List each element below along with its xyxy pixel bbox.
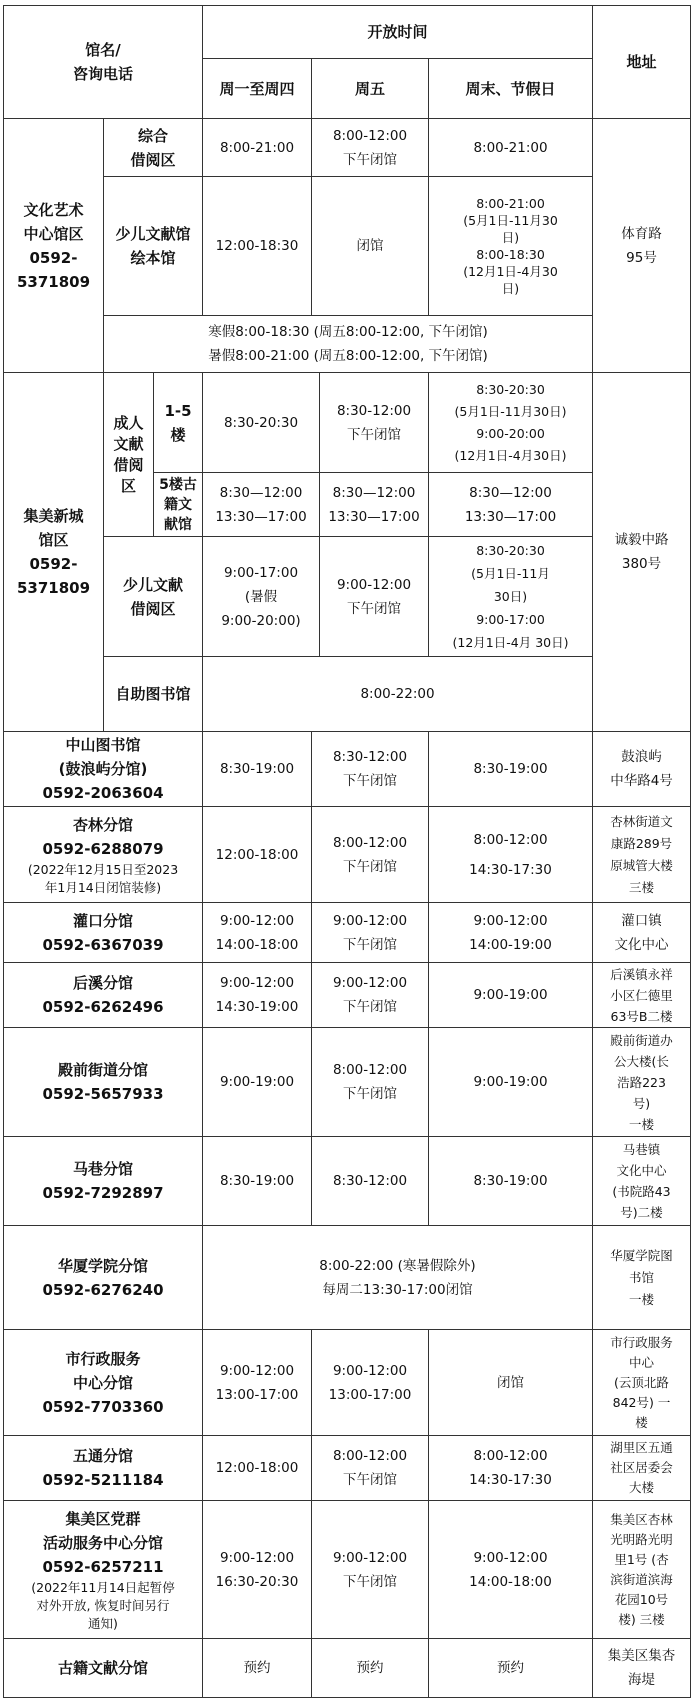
branch-2-address: 灌口镇 文化中心 — [592, 902, 691, 963]
branch-1-mon-thu: 12:00-18:00 — [202, 806, 312, 903]
jimei-children-mon-thu: 9:00-17:00 (暑假 9:00-20:00) — [202, 536, 320, 657]
branch-10-mon-thu: 预约 — [202, 1638, 312, 1698]
wenhua-zonghe-mon-thu: 8:00-21:00 — [202, 118, 312, 177]
branch-0-address: 鼓浪屿 中华路4号 — [592, 731, 691, 807]
branch-9-title: 集美区党群 活动服务中心分馆 0592-6257211 — [42, 1509, 164, 1576]
wenhua-address: 体育路 95号 — [592, 118, 691, 373]
branch-9-address: 集美区杏林 光明路光明 里1号 (杏 滨街道滨海 花园10号 楼) 三楼 — [592, 1500, 691, 1639]
branch-4-mon-thu: 9:00-19:00 — [202, 1027, 312, 1137]
branch-2-name: 灌口分馆 0592-6367039 — [3, 902, 203, 963]
jimei-address: 诚毅中路 380号 — [592, 372, 691, 732]
branch-0-mon-thu: 8:30-19:00 — [202, 731, 312, 807]
branch-0-name: 中山图书馆 (鼓浪屿分馆) 0592-2063604 — [3, 731, 203, 807]
wenhua-phone: 0592- 5371809 — [16, 248, 91, 291]
branch-10-name: 古籍文献分馆 — [3, 1638, 203, 1698]
branch-1-name — [3, 806, 203, 903]
branch-0-weekend: 8:30-19:00 — [428, 731, 593, 807]
wenhua-shaoer-mon-thu: 12:00-18:30 — [202, 176, 312, 316]
branch-1-fri: 8:00-12:00 下午闭馆 — [311, 806, 429, 903]
header-open-time: 开放时间 — [202, 5, 593, 59]
branch-8-address: 湖里区五通 社区居委会 大楼 — [592, 1435, 691, 1501]
branch-5-name: 马巷分馆 0592-7292897 — [3, 1136, 203, 1226]
wenhua-holiday-note: 寒假8:00-18:30 (周五8:00-12:00, 下午闭馆) 暑假8:00-21:00 (周五8:00-12:00, 下午闭馆) — [103, 315, 593, 373]
branch-7-weekend: 闭馆 — [428, 1329, 593, 1436]
branch-4-weekend: 9:00-19:00 — [428, 1027, 593, 1137]
wenhua-name-cell — [3, 118, 104, 373]
jimei-floor5-fri: 8:30—12:00 13:30—17:00 — [319, 472, 429, 537]
jimei-floor5-mon-thu: 8:30—12:00 13:30—17:00 — [202, 472, 320, 537]
branch-6-name: 华厦学院分馆 0592-6276240 — [3, 1225, 203, 1330]
wenhua-shaoer-weekend: 8:00-21:00 (5月1日-11月30 日) 8:00-18:30 (12月1日-4月30 日) — [428, 176, 593, 316]
branch-1-weekend: 8:00-12:00 14:30-17:30 — [428, 806, 593, 903]
branch-2-weekend: 9:00-12:00 14:00-19:00 — [428, 902, 593, 963]
branch-4-name: 殿前街道分馆 0592-5657933 — [3, 1027, 203, 1137]
jimei-floor15-label: 1-5楼 — [153, 372, 203, 473]
jimei-adult-label: 成人 文献 借阅 区 — [103, 372, 154, 537]
branch-8-mon-thu: 12:00-18:00 — [202, 1435, 312, 1501]
branch-3-fri: 9:00-12:00 下午闭馆 — [311, 962, 429, 1028]
jimei-children-label: 少儿文献 借阅区 — [103, 536, 203, 657]
wenhua-name: 文化艺术 中心馆区 — [23, 200, 84, 243]
branch-8-name: 五通分馆 0592-5211184 — [3, 1435, 203, 1501]
branch-10-weekend: 预约 — [428, 1638, 593, 1698]
header-weekend: 周末、节假日 — [428, 58, 593, 119]
branch-6-hours: 8:00-22:00 (寒暑假除外) 每周二13:30-17:00闭馆 — [202, 1225, 593, 1330]
branch-0-fri: 8:30-12:00 下午闭馆 — [311, 731, 429, 807]
branch-5-fri: 8:30-12:00 — [311, 1136, 429, 1226]
jimei-phone: 0592- 5371809 — [16, 555, 91, 597]
branch-7-fri: 9:00-12:00 13:00-17:00 — [311, 1329, 429, 1436]
jimei-children-fri: 9:00-12:00 下午闭馆 — [319, 536, 429, 657]
jimei-name-cell — [3, 372, 104, 732]
header-mon-thu: 周一至周四 — [202, 58, 312, 119]
branch-2-mon-thu: 9:00-12:00 14:00-18:00 — [202, 902, 312, 963]
jimei-floor5-weekend: 8:30—12:00 13:30—17:00 — [428, 472, 593, 537]
branch-6-address: 华厦学院图 书馆 一楼 — [592, 1225, 691, 1330]
jimei-floor15-mon-thu: 8:30-20:30 — [202, 372, 320, 473]
branch-3-address: 后溪镇永祥 小区仁德里 63号B二楼 — [592, 962, 691, 1028]
jimei-name: 集美新城 馆区 — [23, 507, 84, 549]
wenhua-shaoer-fri: 闭馆 — [311, 176, 429, 316]
branch-3-name: 后溪分馆 0592-6262496 — [3, 962, 203, 1028]
branch-2-fri: 9:00-12:00 下午闭馆 — [311, 902, 429, 963]
branch-8-fri: 8:00-12:00 下午闭馆 — [311, 1435, 429, 1501]
branch-3-weekend: 9:00-19:00 — [428, 962, 593, 1028]
header-fri: 周五 — [311, 58, 429, 119]
branch-4-address: 殿前街道办 公大楼(长 浩路223 号) 一楼 — [592, 1027, 691, 1137]
branch-10-address: 集美区集杏 海堤 — [592, 1638, 691, 1698]
branch-9-fri: 9:00-12:00 下午闭馆 — [311, 1500, 429, 1639]
jimei-self-service-hours: 8:00-22:00 — [202, 656, 593, 732]
branch-5-address: 马巷镇 文化中心 (书院路43 号)二楼 — [592, 1136, 691, 1226]
branch-10-fri: 预约 — [311, 1638, 429, 1698]
jimei-children-weekend: 8:30-20:30 (5月1日-11月 30日) 9:00-17:00 (12月1日-4月 30日) — [428, 536, 593, 657]
wenhua-zonghe-weekend: 8:00-21:00 — [428, 118, 593, 177]
wenhua-zonghe-fri: 8:00-12:00 下午闭馆 — [311, 118, 429, 177]
branch-9-name — [3, 1500, 203, 1639]
branch-4-fri: 8:00-12:00 下午闭馆 — [311, 1027, 429, 1137]
header-name-phone: 馆名/ 咨询电话 — [3, 5, 203, 119]
jimei-floor15-fri: 8:30-12:00 下午闭馆 — [319, 372, 429, 473]
branch-7-address: 市行政服务 中心 (云顶北路 842号) 一 楼 — [592, 1329, 691, 1436]
branch-1-address: 杏林街道文 康路289号 原城管大楼 三楼 — [592, 806, 691, 903]
branch-5-weekend: 8:30-19:00 — [428, 1136, 593, 1226]
header-address: 地址 — [592, 5, 691, 119]
jimei-floor5-label: 5楼古 籍文 献馆 — [153, 472, 203, 537]
branch-3-mon-thu: 9:00-12:00 14:30-19:00 — [202, 962, 312, 1028]
wenhua-shaoer-label: 少儿文献馆 绘本馆 — [103, 176, 203, 316]
jimei-self-service-label: 自助图书馆 — [103, 656, 203, 732]
branch-1-note: (2022年12月15日至2023 年1月14日闭馆装修) — [27, 861, 179, 895]
branch-8-weekend: 8:00-12:00 14:30-17:30 — [428, 1435, 593, 1501]
branch-7-mon-thu: 9:00-12:00 13:00-17:00 — [202, 1329, 312, 1436]
branch-5-mon-thu: 8:30-19:00 — [202, 1136, 312, 1226]
branch-9-weekend: 9:00-12:00 14:00-18:00 — [428, 1500, 593, 1639]
jimei-floor15-weekend: 8:30-20:30 (5月1日-11月30日) 9:00-20:00 (12月1日-4月30日) — [428, 372, 593, 473]
branch-9-note: (2022年11月14日起暂停 对外开放, 恢复时间另行 通知) — [31, 1579, 175, 1631]
branch-9-mon-thu: 9:00-12:00 16:30-20:30 — [202, 1500, 312, 1639]
branch-7-name: 市行政服务 中心分馆 0592-7703360 — [3, 1329, 203, 1436]
wenhua-zonghe-label: 综合 借阅区 — [103, 118, 203, 177]
branch-1-title: 杏林分馆 0592-6288079 — [42, 815, 164, 858]
